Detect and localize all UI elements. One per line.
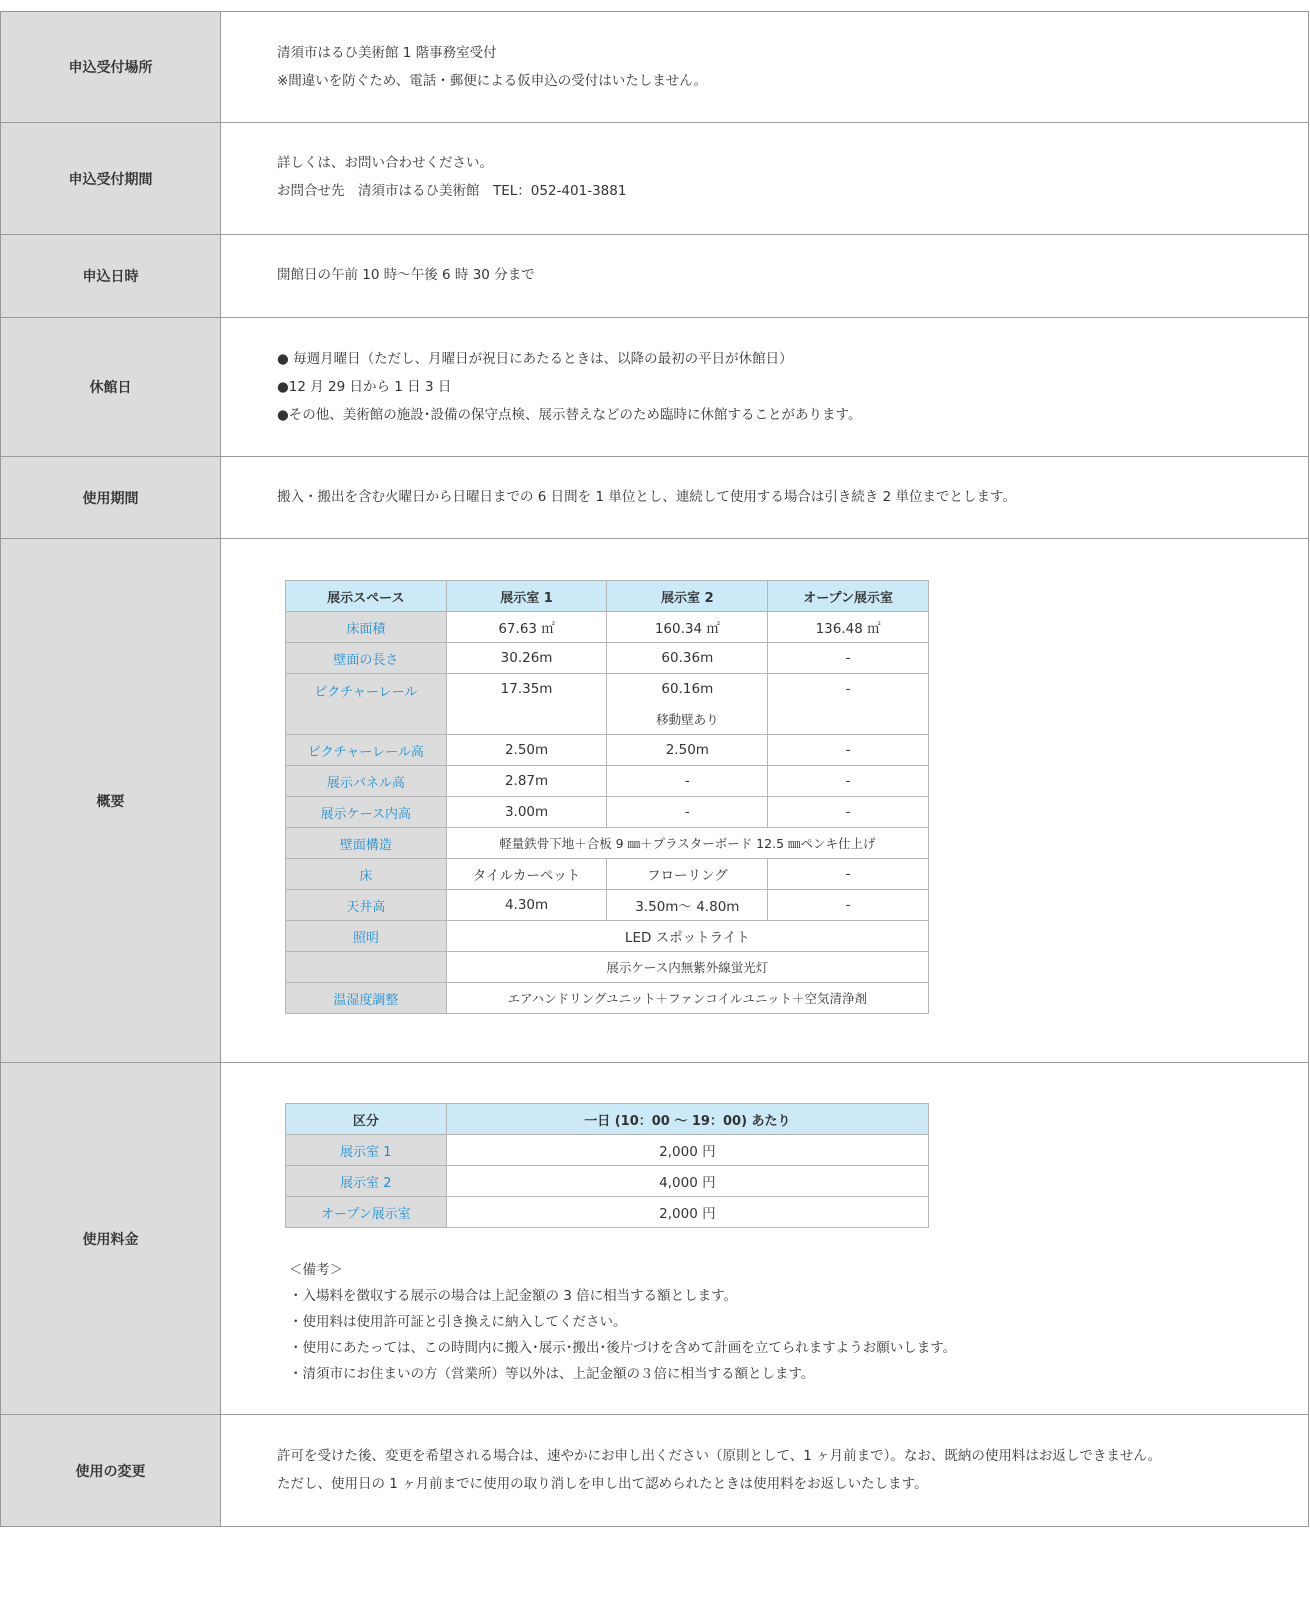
table-cell: - — [768, 674, 929, 735]
header-cell: 一日 (10：00 〜 19：00) あたり — [446, 1104, 928, 1135]
table-cell: 2.87m — [446, 766, 607, 797]
table-cell: - — [768, 859, 929, 890]
table-header-row — [286, 1104, 929, 1135]
row-value — [221, 12, 1309, 122]
table-row — [286, 983, 929, 1014]
table-cell: 30.26m — [446, 643, 607, 674]
row-value — [221, 1063, 1309, 1414]
facility-spec-table — [285, 580, 929, 1014]
row-value — [221, 123, 1309, 234]
text-line: 詳しくは、お問い合わせください。 — [277, 155, 493, 171]
table-row — [286, 612, 929, 643]
table-cell: 展示ケース内無紫外線蛍光灯 — [446, 952, 928, 983]
row-reception-period — [0, 123, 1309, 235]
header-cell: 展示室 1 — [446, 581, 607, 612]
note-line: ・清須市にお住まいの方（営業所）等以外は、上記金額の３倍に相当する額とします。 — [289, 1366, 815, 1382]
row-header-cell: 展示室 2 — [286, 1166, 447, 1197]
table-row — [286, 766, 929, 797]
text-line: 開館日の午前 10 時〜午後 6 時 30 分まで — [277, 267, 535, 283]
table-cell: - — [607, 766, 768, 797]
row-value — [221, 318, 1309, 456]
table-row — [286, 797, 929, 828]
row-overview — [0, 539, 1309, 1063]
table-cell: - — [768, 797, 929, 828]
table-row — [286, 890, 929, 921]
table-row — [286, 859, 929, 890]
text-line: ただし、使用日の 1 ヶ月前までに使用の取り消しを申し出て認められたときは使用料をお返しいたします。 — [277, 1476, 928, 1492]
table-cell: 2,000 円 — [446, 1197, 928, 1228]
text-line: ※間違いを防ぐため、電話・郵便による仮申込の受付はいたしません。 — [277, 73, 708, 89]
text-line: お問合せ先 清須市はるひ美術館 TEL：052-401-3881 — [277, 183, 627, 199]
text-line: 許可を受けた後、変更を希望される場合は、速やかにお申し出ください（原則として、1 ヶ月前まで）。なお、既納の使用料はお返しできません。 — [277, 1448, 1162, 1464]
row-label: 使用期間 — [0, 457, 221, 538]
table-cell: 136.48 ㎡ — [768, 612, 929, 643]
table-cell: 67.63 ㎡ — [446, 612, 607, 643]
row-label: 申込受付期間 — [0, 123, 221, 234]
table-cell: 60.16m — [607, 674, 768, 705]
table-cell: 160.34 ㎡ — [607, 612, 768, 643]
row-label: 使用料金 — [0, 1063, 221, 1414]
row-header-cell — [286, 952, 447, 983]
row-usage-period — [0, 457, 1309, 539]
table-cell: 軽量鉄骨下地＋合板 9 ㎜＋プラスターボード 12.5 ㎜ペンキ仕上げ — [446, 828, 928, 859]
row-value — [221, 539, 1309, 1062]
row-application-time — [0, 235, 1309, 318]
table-cell: 3.00m — [446, 797, 607, 828]
table-cell: 4,000 円 — [446, 1166, 928, 1197]
table-row — [286, 1135, 929, 1166]
table-row — [286, 674, 929, 705]
row-header-cell: オープン展示室 — [286, 1197, 447, 1228]
row-closed-days — [0, 318, 1309, 457]
row-label: 申込日時 — [0, 235, 221, 317]
table-cell: タイルカーペット — [446, 859, 607, 890]
text-line: ●その他、美術館の施設･設備の保守点検、展示替えなどのため臨時に休館することがあります。 — [277, 407, 862, 423]
header-cell: オープン展示室 — [768, 581, 929, 612]
table-row — [286, 1197, 929, 1228]
row-label: 申込受付場所 — [0, 12, 221, 122]
row-label: 休館日 — [0, 318, 221, 456]
text-line: 搬入・搬出を含む火曜日から日曜日までの 6 日間を 1 単位とし、連続して使用する場合は引き続き 2 単位までとします。 — [277, 489, 1016, 505]
row-header-cell: 壁面の長さ — [286, 643, 447, 674]
row-value — [221, 457, 1309, 538]
table-cell: 60.36m — [607, 643, 768, 674]
table-cell-note: 移動壁あり — [607, 704, 768, 735]
text-line: ● 毎週月曜日（ただし、月曜日が祝日にあたるときは、以降の最初の平日が休館日） — [277, 351, 793, 367]
row-header-cell: 天井高 — [286, 890, 447, 921]
header-cell: 展示室 2 — [607, 581, 768, 612]
row-reception-place — [0, 11, 1309, 123]
row-header-cell: ピクチャーレール — [286, 674, 447, 735]
table-cell: 17.35m — [446, 674, 607, 735]
note-line: ・入場料を徴収する展示の場合は上記金額の 3 倍に相当する額とします。 — [289, 1288, 738, 1304]
table-cell: エアハンドリングユニット＋ファンコイルユニット＋空気清浄剤 — [446, 983, 928, 1014]
table-row — [286, 735, 929, 766]
table-header-row — [286, 581, 929, 612]
table-cell: - — [768, 890, 929, 921]
row-header-cell: 温湿度調整 — [286, 983, 447, 1014]
note-line: ・使用料は使用許可証と引き換えに納入してください。 — [289, 1314, 627, 1330]
note-line: ・使用にあたっては、この時間内に搬入･展示･搬出･後片づけを含めて計画を立てられますようお願いします。 — [289, 1340, 957, 1356]
row-fees — [0, 1063, 1309, 1415]
row-value — [221, 1415, 1309, 1526]
row-label: 概要 — [0, 539, 221, 1062]
fee-notes — [289, 1257, 956, 1387]
row-header-cell: 床 — [286, 859, 447, 890]
row-header-cell: 照明 — [286, 921, 447, 952]
table-cell: 2,000 円 — [446, 1135, 928, 1166]
table-cell: LED スポットライト — [446, 921, 928, 952]
note-line: ＜備考＞ — [289, 1262, 343, 1278]
table-cell: 4.30m — [446, 890, 607, 921]
row-header-cell: 展示ケース内高 — [286, 797, 447, 828]
table-cell: - — [768, 735, 929, 766]
table-cell: 3.50m〜 4.80m — [607, 890, 768, 921]
row-header-cell: 床面積 — [286, 612, 447, 643]
row-header-cell: ピクチャーレール高 — [286, 735, 447, 766]
row-value — [221, 235, 1309, 317]
table-row — [286, 952, 929, 983]
table-cell: - — [768, 643, 929, 674]
table-cell: 2.50m — [446, 735, 607, 766]
table-row — [286, 921, 929, 952]
header-cell: 展示スペース — [286, 581, 447, 612]
row-header-cell: 展示室 1 — [286, 1135, 447, 1166]
text-line: 清須市はるひ美術館 1 階事務室受付 — [277, 45, 497, 61]
table-row — [286, 1166, 929, 1197]
table-cell: - — [768, 766, 929, 797]
fee-table — [285, 1103, 929, 1228]
row-header-cell: 壁面構造 — [286, 828, 447, 859]
table-cell: - — [607, 797, 768, 828]
table-row — [286, 828, 929, 859]
text-line: ●12 月 29 日から 1 日 3 日 — [277, 379, 452, 395]
table-cell: 2.50m — [607, 735, 768, 766]
table-cell: フローリング — [607, 859, 768, 890]
table-row — [286, 643, 929, 674]
row-label: 使用の変更 — [0, 1415, 221, 1526]
header-cell: 区分 — [286, 1104, 447, 1135]
row-change — [0, 1415, 1309, 1527]
row-header-cell: 展示パネル高 — [286, 766, 447, 797]
